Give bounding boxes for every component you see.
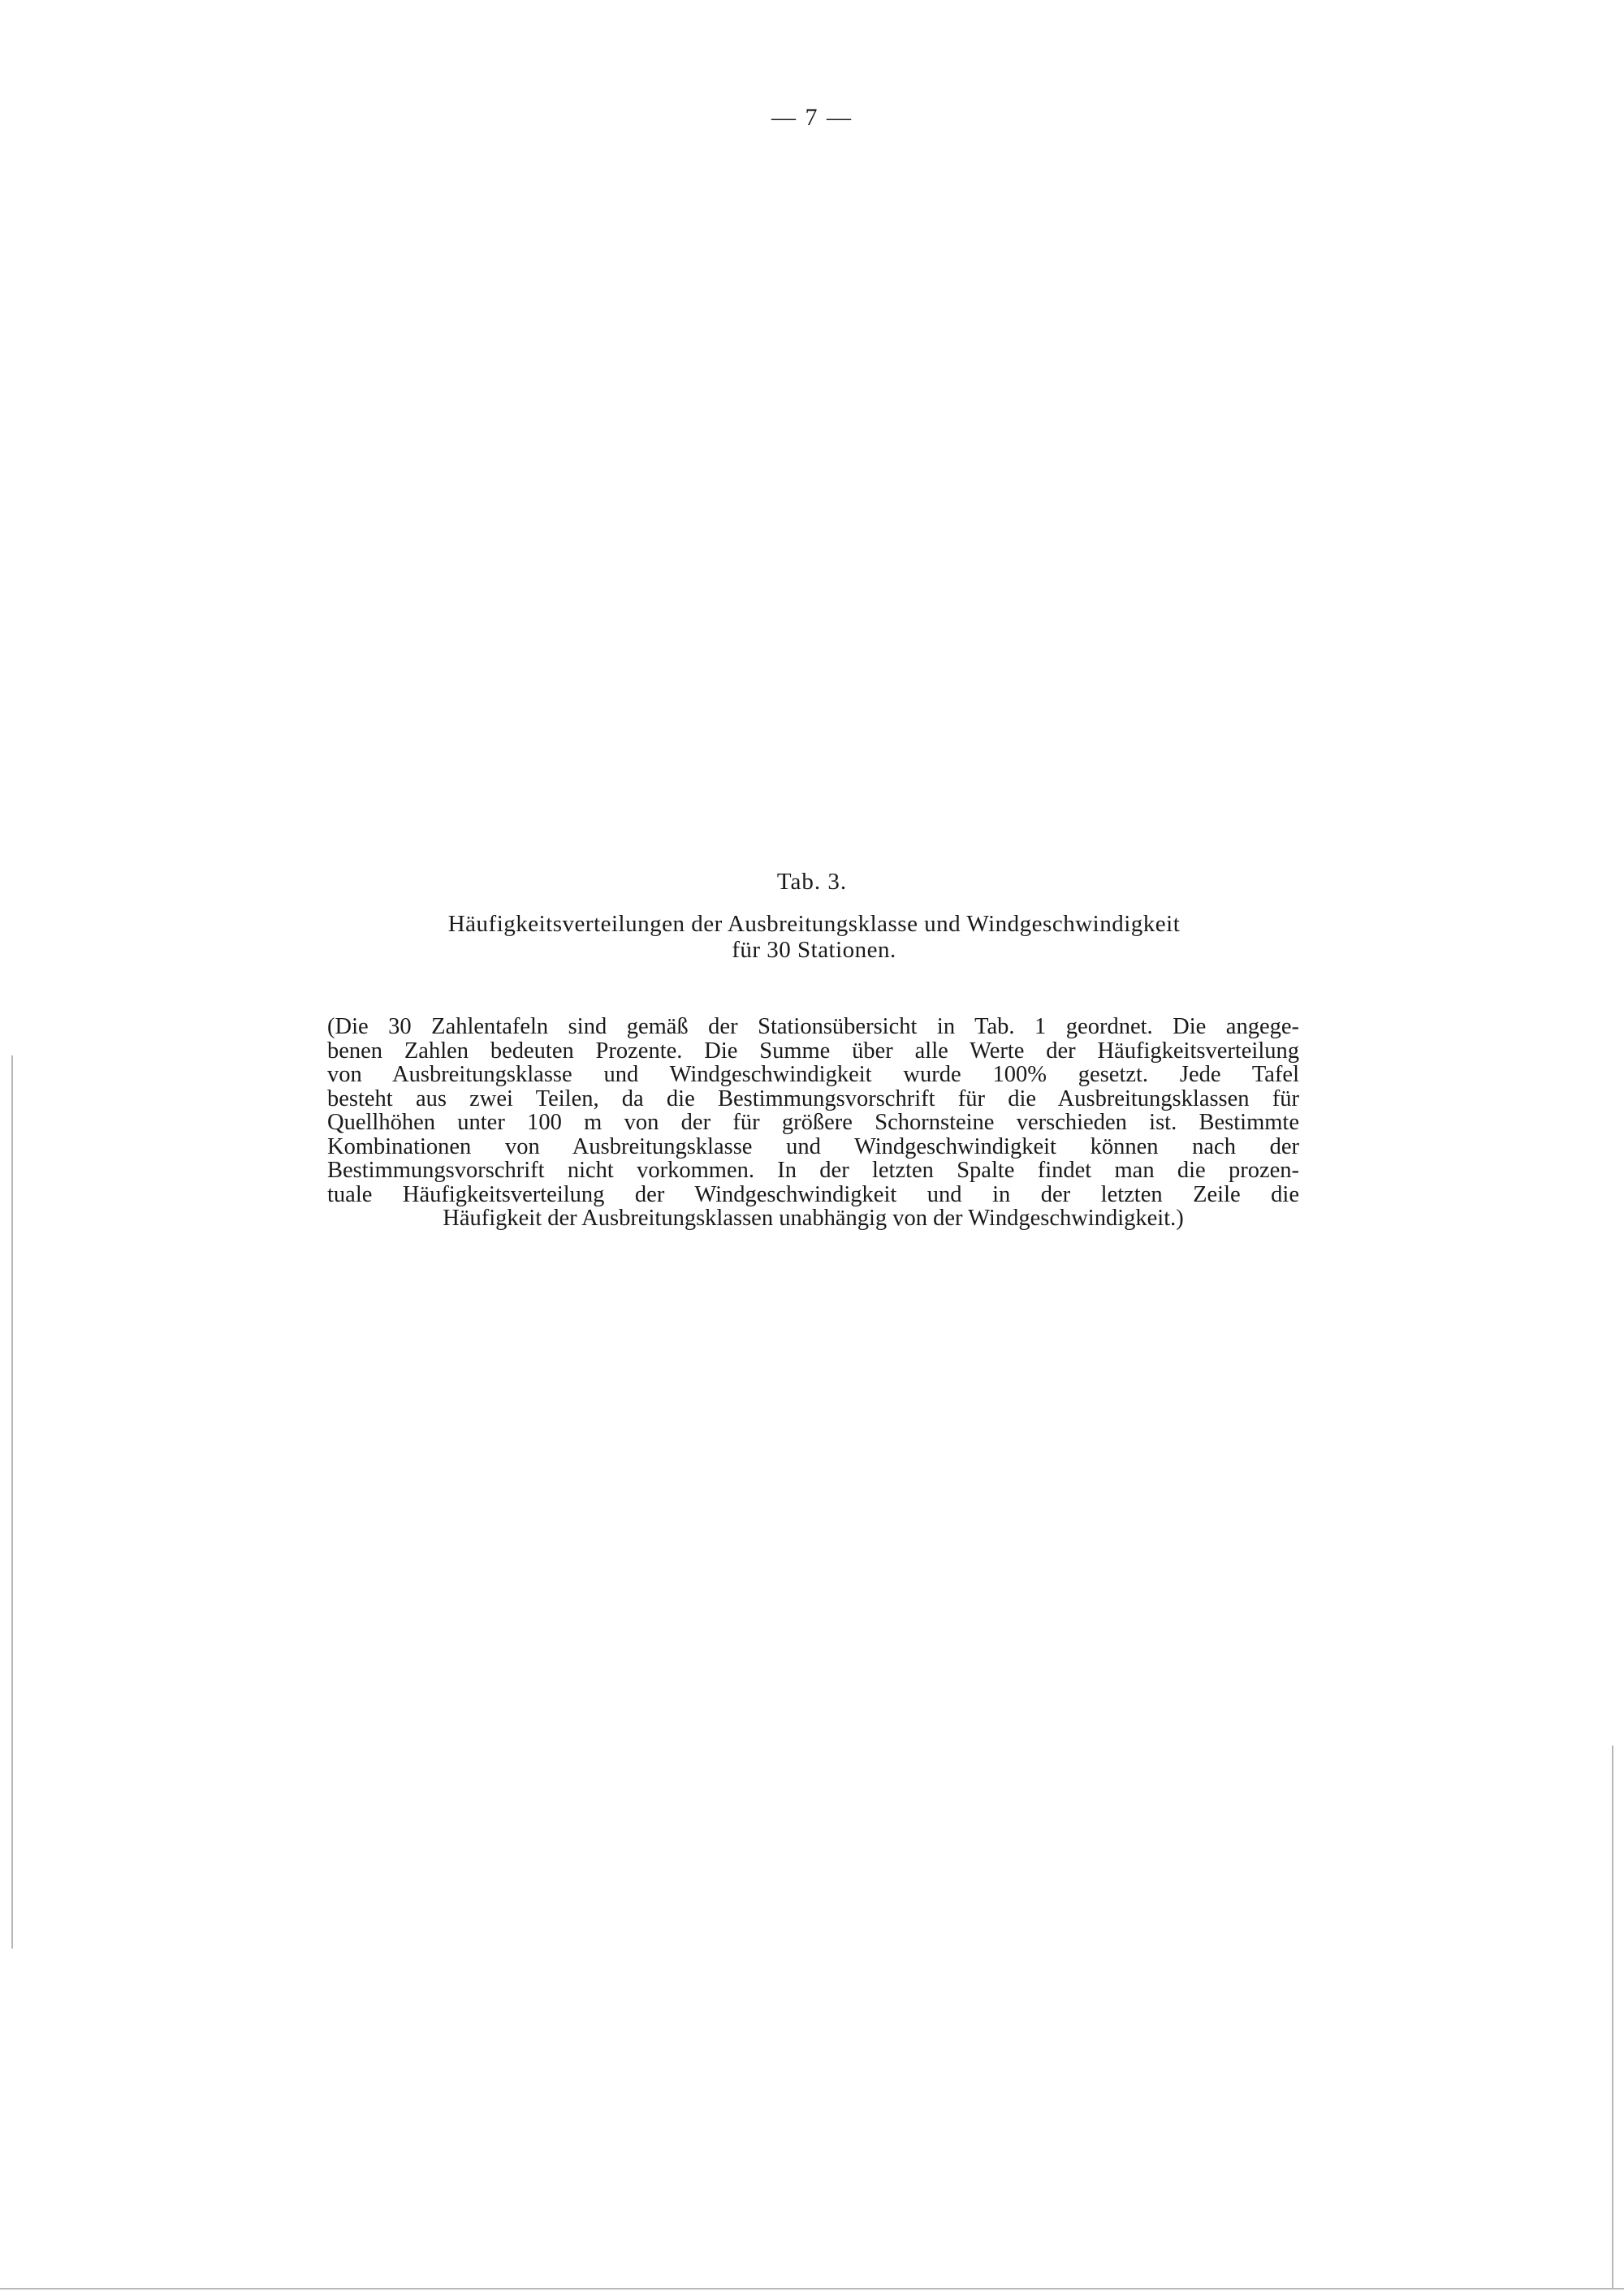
note-line: von Ausbreitungsklasse und Windgeschwindigkeit wurde 100% gesetzt. Jede Tafel xyxy=(327,1062,1299,1087)
note-line: tuale Häufigkeitsverteilung der Windgeschwindigkeit und in der letzten Zeile die xyxy=(327,1181,1299,1207)
page-number: — 7 — xyxy=(771,104,853,131)
note-line: Kombinationen von Ausbreitungsklasse und Windgeschwindigkeit können nach der xyxy=(327,1133,1299,1159)
scan-edge-bottom xyxy=(0,2288,1624,2290)
caption-line: für 30 Stationen. xyxy=(732,937,896,963)
explanatory-note xyxy=(327,1015,1299,1231)
note-line: besteht aus zwei Teilen, da die Bestimmungsvorschrift für die Ausbreitungsklassen für xyxy=(327,1085,1299,1111)
note-line: (Die 30 Zahlentafeln sind gemäß der Stationsübersicht in Tab. 1 geordnet. Die angege- xyxy=(327,1014,1299,1039)
table-caption xyxy=(390,911,1238,963)
scan-edge-right xyxy=(1612,1746,1613,2290)
note-line: Bestimmungsvorschrift nicht vorkommen. In der letzten Spalte findet man die prozen- xyxy=(327,1158,1299,1183)
note-line: benen Zahlen bedeuten Prozente. Die Summe über alle Werte der Häufigkeitsverteilung xyxy=(327,1038,1299,1064)
scan-edge-left xyxy=(11,1055,13,1949)
caption-line: Häufigkeitsverteilungen der Ausbreitungsklasse und Windgeschwindigkeit xyxy=(447,911,1181,937)
table-label: Tab. 3. xyxy=(776,869,848,895)
note-line: Häufigkeit der Ausbreitungsklassen unabhängig von der Windgeschwindigkeit.) xyxy=(443,1206,1184,1231)
note-line: Quellhöhen unter 100 m von der für größere Schornsteine verschieden ist. Bestimmte xyxy=(327,1110,1299,1135)
